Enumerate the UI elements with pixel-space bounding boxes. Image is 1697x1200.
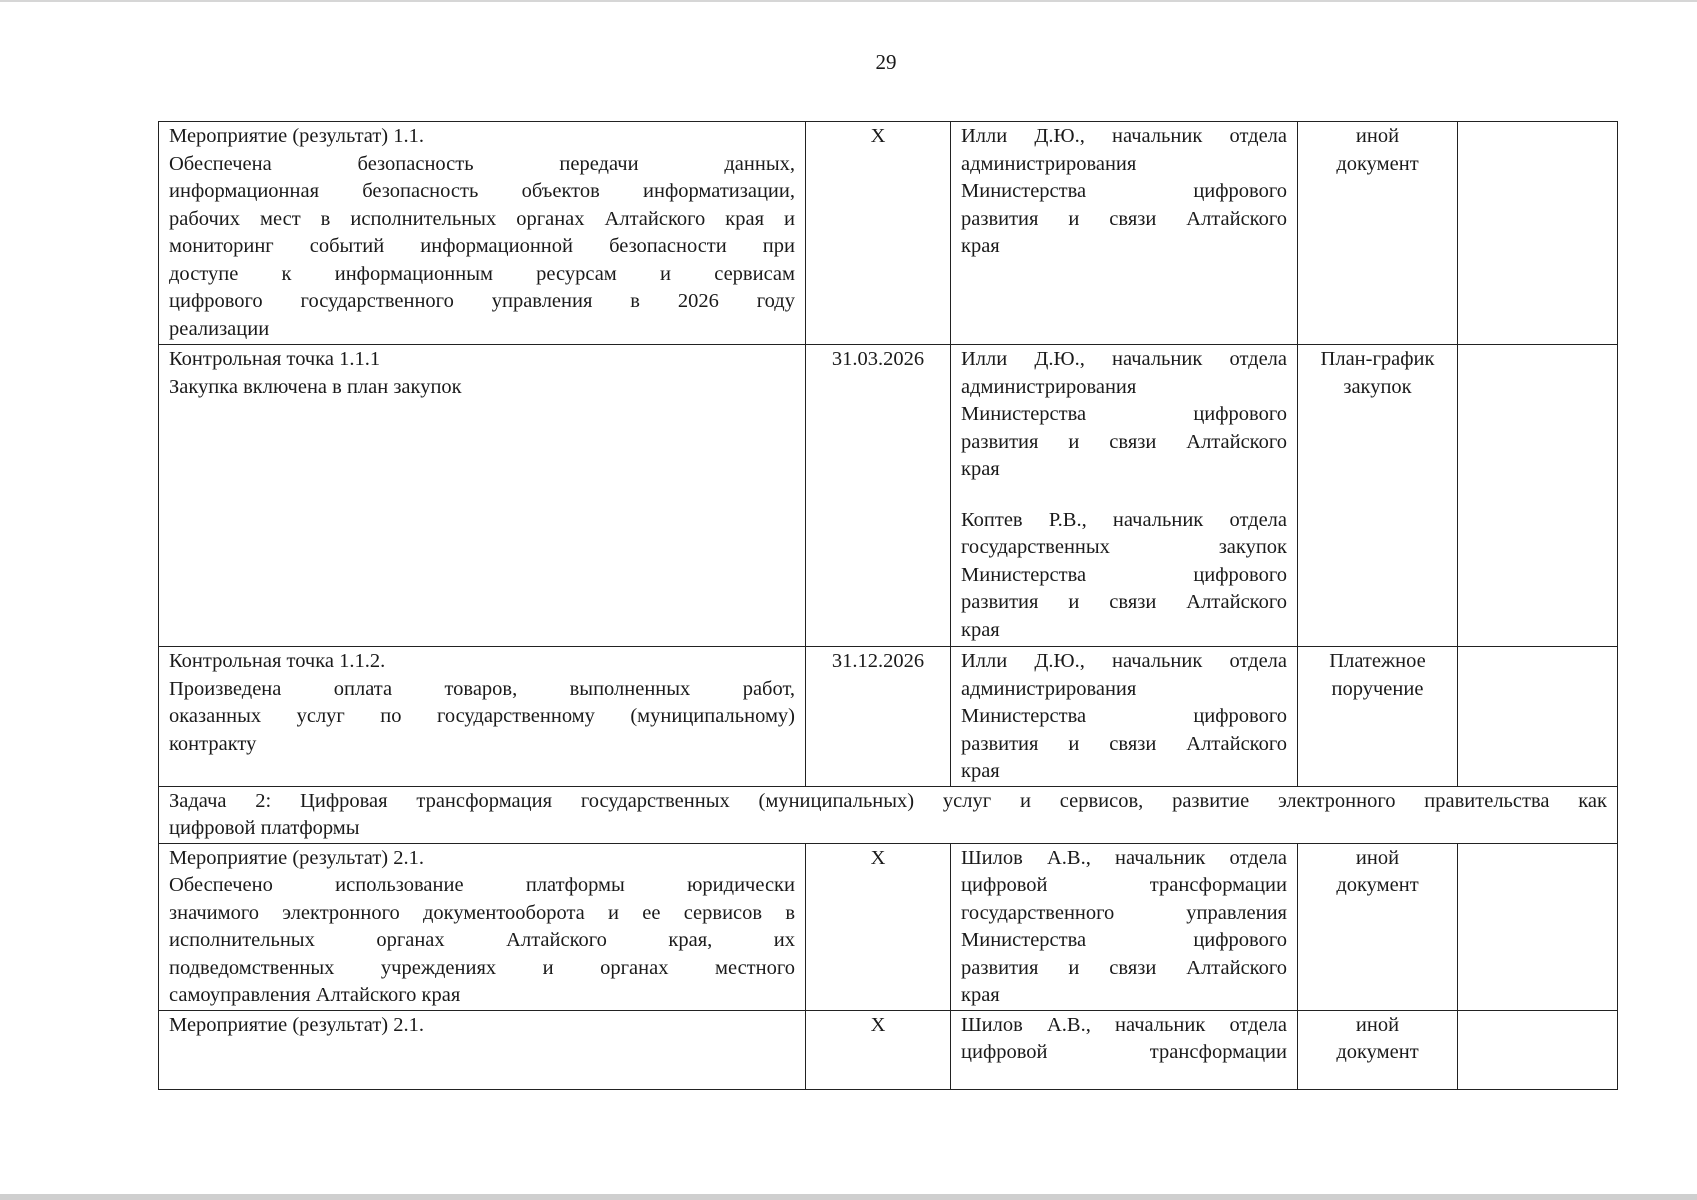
responsible-cell: Шилов А.В., начальник отдела цифровой трансформации	[951, 1010, 1298, 1089]
responsible-cell: Илли Д.Ю., начальник отдела администрирования Министерства цифрового развития и связи Алтайского края	[951, 647, 1298, 787]
activity-title: Контрольная точка 1.1.2.	[169, 650, 386, 672]
deadline-cell: 31.03.2026	[806, 345, 951, 647]
table-row	[159, 345, 1618, 647]
activity-cell	[159, 1010, 806, 1089]
activity-title: Мероприятие (результат) 2.1.	[169, 846, 425, 869]
responsible-cell: Илли Д.Ю., начальник отдела администрирования Министерства цифрового развития и связи Алтайского края	[951, 122, 1298, 345]
responsible-cell: Шилов А.В., начальник отдела цифровой трансформации государственного управления Министерства цифрового развития и связи Алтайского края	[951, 843, 1298, 1010]
table-row	[159, 122, 1618, 345]
activity-title: Мероприятие (результат) 2.1.	[169, 1013, 425, 1036]
activity-title: Мероприятие (результат) 1.1.	[169, 125, 425, 147]
table-row	[159, 843, 1618, 1010]
document-type-cell: иной документ	[1298, 122, 1458, 345]
empty-cell	[1458, 647, 1618, 787]
responsible-cell: Илли Д.Ю., начальник отдела администрирования Министерства цифрового развития и связи Алтайского края Коптев Р.В., начальник отдела государственных закупок Министерства цифрового развития и связи Алтайского края	[951, 345, 1298, 647]
task-heading: Задача 2: Цифровая трансформация государственных (муниципальных) услуг и сервисов, развитие электронного правительства как цифровой платформы	[159, 786, 1618, 843]
document-type-cell: План-график закупок	[1298, 345, 1458, 647]
activity-title: Контрольная точка 1.1.1	[169, 348, 381, 370]
document-type-cell: Платежное поручение	[1298, 647, 1458, 787]
empty-cell	[1458, 843, 1618, 1010]
page-number: 29	[875, 50, 897, 74]
activity-cell: Мероприятие (результат) 2.1. Обеспечено использование платформы юридически значимого электронного документооборота и ее сервисов в исполнительных органах Алтайского края, их подведомственных учреждениях и органах местного самоуправления Алтайского края	[159, 843, 806, 1010]
activity-cell: Контрольная точка 1.1.1 Закупка включена в план закупок	[159, 345, 806, 647]
plan-table	[158, 121, 1618, 1090]
document-type-cell: иной документ	[1298, 1010, 1458, 1089]
deadline-cell: X	[806, 122, 951, 345]
activity-cell: Мероприятие (результат) 1.1. Обеспечена безопасность передачи данных, информационная безопасность объектов информатизации, рабочих мест в исполнительных органах Алтайского края и мониторинг событий информационной безопасности при доступе к информационным ресурсам и сервисам цифрового государственного управления в 2026 году реализации	[159, 122, 806, 345]
table-row	[159, 1010, 1618, 1089]
empty-cell	[1458, 122, 1618, 345]
deadline-cell: 31.12.2026	[806, 647, 951, 787]
empty-cell	[1458, 345, 1618, 647]
table-row	[159, 647, 1618, 787]
empty-cell	[1458, 1010, 1618, 1089]
scan-bottom-edge	[0, 1194, 1697, 1200]
deadline-cell: X	[806, 843, 951, 1010]
task-row	[159, 786, 1618, 843]
scan-top-edge	[0, 0, 1697, 2]
activity-cell: Контрольная точка 1.1.2. Произведена оплата товаров, выполненных работ, оказанных услуг по государственному (муниципальному) контракту	[159, 647, 806, 787]
document-type-cell: иной документ	[1298, 843, 1458, 1010]
deadline-cell: X	[806, 1010, 951, 1089]
